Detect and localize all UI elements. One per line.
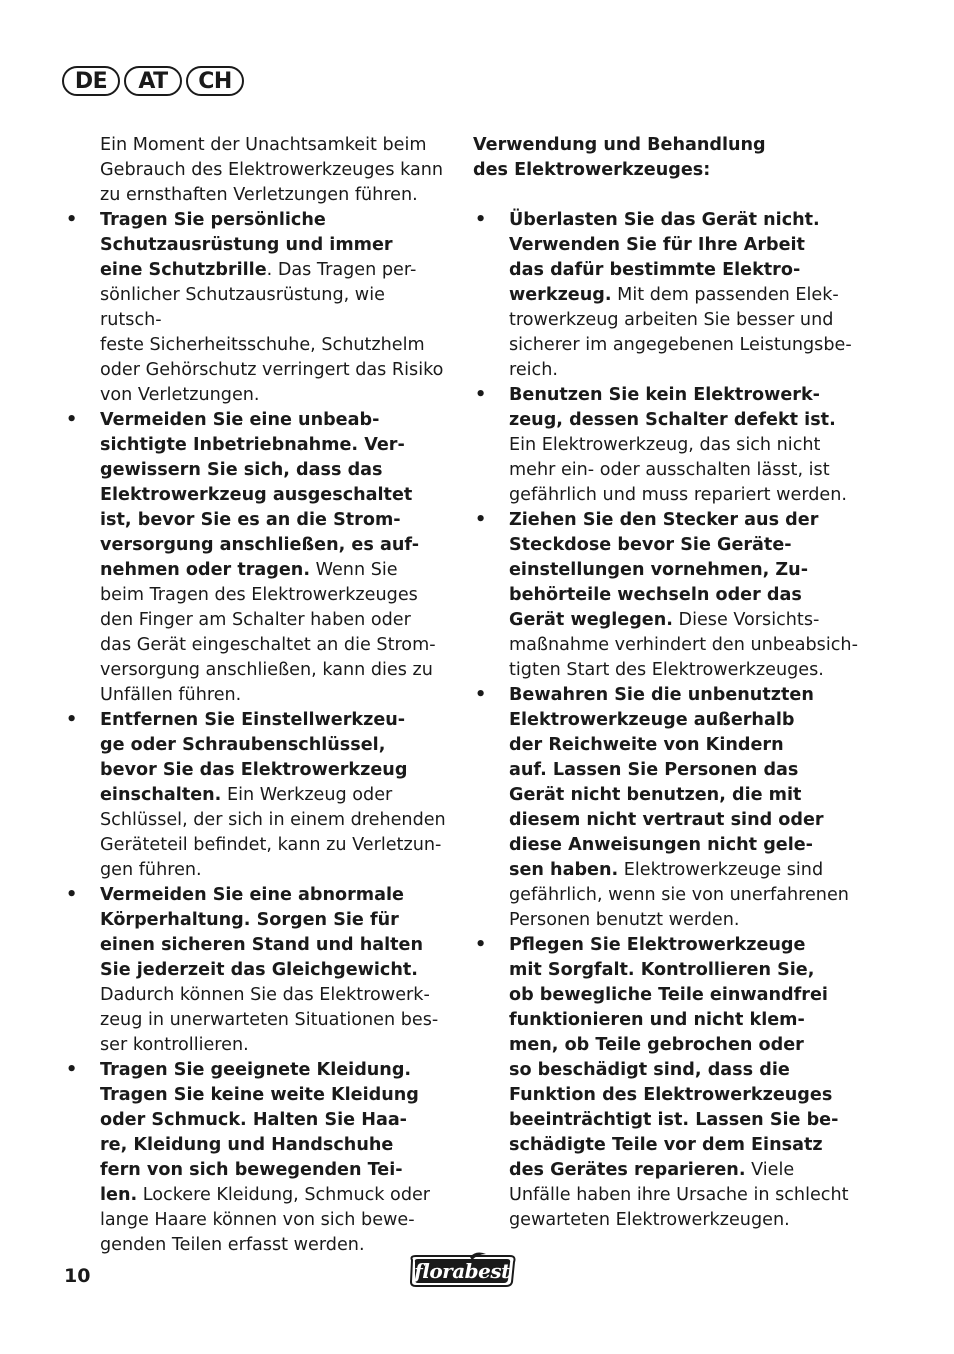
section-heading: Verwendung und Behandlung des Elektrowerkzeuges:	[473, 135, 766, 180]
country-tag-ch: CH	[186, 66, 244, 96]
bullet-bold-text: Tragen Sie geeignete Kleidung. Tragen Sie keine weite Kleidung oder Schmuck. Halten Sie Haa- re, Kleidung und Handschuhe fern von sich bewegenden Tei- len.	[100, 1060, 419, 1205]
bullet-body-text: Ein Elektrowerkzeug, das sich nicht mehr ein- oder ausschalten lässt, ist gefährlich und muss repariert werden.	[509, 435, 847, 505]
intro-paragraph: Ein Moment der Unachtsamkeit beim Gebrauch des Elektrowerkzeuges kann zu ernsthaften Verletzungen führen.	[100, 135, 444, 205]
bullet-bold-text: Ziehen Sie den Stecker aus der Steckdose bevor Sie Geräte- einstellungen vornehmen, Zu- behörteile wechseln oder das Gerät weglegen.	[509, 510, 819, 630]
bullet-body-text: Wenn Sie beim Tragen des Elektrowerkzeuges den Finger am Schalter haben oder das Gerät eingeschaltet an die Strom- versorgung anschließen, kann dies zu Unfällen führen.	[100, 560, 436, 705]
list-item	[64, 883, 450, 1058]
bullet-bold-text: Bewahren Sie die unbenutzten Elektrowerkzeuge außerhalb der Reichweite von Kindern auf. Lassen Sie Personen das Gerät nicht benutzen, die mit diesem nicht vertraut sind oder diese Anweisungen nicht gele- sen haben.	[509, 685, 824, 880]
bullet-icon: •	[475, 385, 487, 405]
bullet-icon: •	[475, 510, 487, 530]
bullet-bold-text: Pflegen Sie Elektrowerkzeuge mit Sorgfalt. Kontrollieren Sie, ob bewegliche Teile einwandfrei funktionieren und nicht klem- men, ob Teile gebrochen oder so beschädigt sind, dass die Funktion des Elektrowerkzeuges beeinträchtigt ist. Lassen Sie be- schädigte Teile vor dem Einsatz des Gerätes reparieren.	[509, 935, 839, 1180]
bullet-body-text: Ein Werkzeug oder Schlüssel, der sich in einem drehenden Geräteteil befindet, kann zu Verletzun- gen führen.	[100, 785, 446, 880]
bullet-icon: •	[66, 210, 78, 230]
bullet-body-text: Viele Unfälle haben ihre Ursache in schlecht gewarteten Elektrowerkzeugen.	[509, 1160, 849, 1230]
country-tags	[62, 66, 244, 96]
bullet-icon: •	[66, 710, 78, 730]
list-item	[64, 208, 450, 408]
right-column	[473, 133, 865, 1233]
bullet-body-text: Mit dem passenden Elek- trowerkzeug arbeiten Sie besser und sicherer im angegebenen Leistungsbe- reich.	[509, 285, 852, 380]
country-tag-at: AT	[124, 66, 182, 96]
bullet-bold-text: Vermeiden Sie eine unbeab- sichtigte Inbetriebnahme. Ver- gewissern Sie sich, dass das Elektrowerkzeug ausgeschaltet ist, bevor Sie es an die Strom- versorgung anschließen, es auf- nehmen oder tragen.	[100, 410, 419, 580]
country-tag-de: DE	[62, 66, 120, 96]
page-number: 10	[64, 1265, 91, 1287]
list-item	[64, 708, 450, 883]
list-item	[64, 1058, 450, 1258]
bullet-bold-text: Vermeiden Sie eine abnormale Körperhaltung. Sorgen Sie für einen sicheren Stand und halten Sie jederzeit das Gleichgewicht.	[100, 885, 423, 980]
bullet-icon: •	[66, 410, 78, 430]
left-column	[64, 133, 450, 1258]
bullet-icon: •	[475, 685, 487, 705]
list-item	[473, 508, 865, 683]
list-item	[473, 383, 865, 508]
left-bullet-list	[64, 208, 450, 1258]
list-item	[473, 933, 865, 1233]
bullet-body-text: Elektrowerkzeuge sind gefährlich, wenn sie von unerfahrenen Personen benutzt werden.	[509, 860, 849, 930]
right-bullet-list	[473, 208, 865, 1233]
bullet-icon: •	[66, 1060, 78, 1080]
bullet-icon: •	[475, 210, 487, 230]
florabest-logo	[406, 1252, 518, 1290]
list-item	[64, 408, 450, 708]
bullet-body-text: Diese Vorsichts- maßnahme verhindert den unbeabsich- tigten Start des Elektrowerkzeuges.	[509, 610, 858, 680]
bullet-body-text: Lockere Kleidung, Schmuck oder lange Haare können von sich bewe- genden Teilen erfasst werden.	[100, 1185, 431, 1255]
bullet-body-text: . Das Tragen per- sönlicher Schutzausrüstung, wie rutsch- feste Sicherheitsschuhe, Schutzhelm oder Gehörschutz verringert das Risiko von Verletzungen.	[100, 260, 444, 405]
bullet-bold-text: Entfernen Sie Einstellwerkzeu- ge oder Schraubenschlüssel, bevor Sie das Elektrowerkzeug einschalten.	[100, 710, 408, 805]
list-item	[473, 683, 865, 933]
brand-name: florabest	[414, 1259, 510, 1283]
bullet-bold-text: Tragen Sie persönliche Schutzausrüstung und immer eine Schutzbrille	[100, 210, 393, 280]
bullet-icon: •	[475, 935, 487, 955]
list-item	[473, 208, 865, 383]
bullet-bold-text: Benutzen Sie kein Elektrowerk- zeug, dessen Schalter defekt ist.	[509, 385, 836, 430]
bullet-bold-text: Überlasten Sie das Gerät nicht. Verwenden Sie für Ihre Arbeit das dafür bestimmte Elektro- werkzeug.	[509, 210, 820, 305]
bullet-body-text: Dadurch können Sie das Elektrowerk- zeug in unerwarteten Situationen bes- ser kontrollieren.	[100, 985, 439, 1055]
bullet-icon: •	[66, 885, 78, 905]
